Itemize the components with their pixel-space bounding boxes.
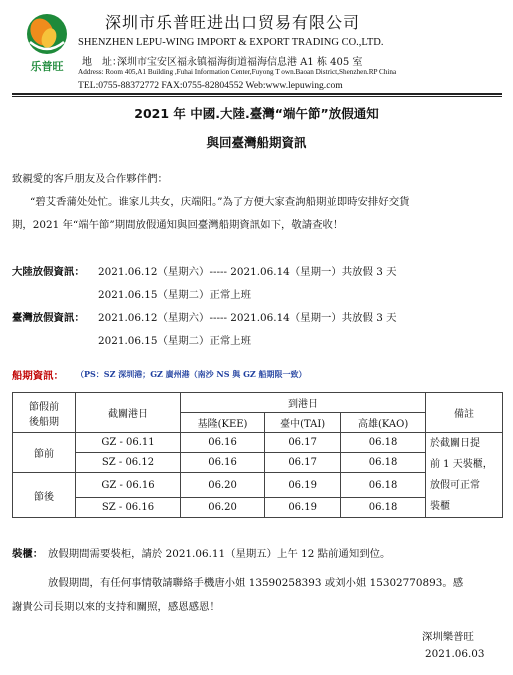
col-header-period-line-1: 節假前 [29,401,59,413]
cell-keelung: 06.20 [181,473,265,498]
cell-kaohsiung: 06.18 [341,498,426,518]
signature: 深圳樂普旺 [422,631,474,643]
col-header-cutoff: 截關港日 [76,393,181,433]
remark-line: 於截關日提 [430,438,480,449]
cell-cutoff: GZ - 06.16 [76,473,181,498]
closing-line-1: 放假期間，有任何事情敬請聯絡手機唐小姐 13590258393 或刘小姐 15302770893。感 [48,577,464,589]
col-header-period-line-2: 後船期 [29,416,59,428]
col-header-taichung: 臺中(TAI) [265,413,341,433]
notice-subtitle: 與回臺灣船期資訊 [206,135,307,150]
notice-title: 2021 年 中國.大陸.臺灣“端午節”放假通知 [134,106,379,121]
remark-line: 裝櫃 [430,501,450,512]
intro-line-2: 期，2021 年“端午節”期間放假通知與回臺灣船期資訊如下，敬請查收！ [12,219,344,231]
loading-text: 放假期間需要裝柜，請於 2021.06.11（星期五）上午 12 點前通知到位。 [48,548,391,560]
remark-line: 前 1 天裝櫃， [430,459,493,470]
mainland-holiday-line-2: 2021.06.15（星期二）正常上班 [98,289,252,301]
remark-line: 放假可正常 [430,480,480,491]
header-rule-thick [12,93,502,95]
cell-keelung: 06.16 [181,453,265,473]
cell-cutoff: GZ - 06.11 [76,433,181,453]
closing-line-2: 謝貴公司長期以來的支持和關照，感恩感恩！ [12,601,220,613]
company-logo [18,12,76,74]
greeting: 致親愛的客戶朋友及合作夥伴們： [12,173,168,185]
address-en: Address: Room 405,A1 Building ,Fuhai Information Center,Fuyong T own.Baoan District,Shenzhen.RP China [78,68,397,76]
company-name-cn: 深圳市乐普旺进出口贸易有限公司 [105,13,361,32]
col-header-kaohsiung: 高雄(KAO) [341,413,426,433]
col-header-keelung: 基隆(KEE) [181,413,265,433]
taiwan-holiday-line-2: 2021.06.15（星期二）正常上班 [98,335,252,347]
col-header-arrival: 到港日 [181,393,426,413]
cell-taichung: 06.19 [265,498,341,518]
table-row [13,433,503,453]
cell-kaohsiung: 06.18 [341,473,426,498]
taiwan-holiday-line-1: 2021.06.12（星期六）----- 2021.06.14（星期一）共放假 3 天 [98,312,397,324]
col-header-remark: 備註 [426,393,503,433]
header-rule-thin [12,96,502,97]
cell-taichung: 06.17 [265,433,341,453]
mainland-holiday-line-1: 2021.06.12（星期六）----- 2021.06.14（星期一）共放假 3 天 [98,266,397,278]
cell-cutoff: SZ - 06.16 [76,498,181,518]
shipping-schedule-table [12,392,503,518]
cell-keelung: 06.20 [181,498,265,518]
shipping-port-note: （PS：SZ 深圳港；GZ 廣州港（南沙 NS 與 GZ 船期限一致） [76,369,307,379]
col-header-period [13,393,76,433]
loading-label: 裝櫃： [12,548,44,560]
intro-line-1: “碧艾香蒲处处忙。谁家儿共女，庆端阳。”為了方便大家查詢船期並即時安排好交貨 [30,196,410,208]
group-after-holiday: 節後 [13,473,76,518]
mainland-holiday-label: 大陸放假資訊： [12,266,85,278]
company-name-en: SHENZHEN LEPU-WING IMPORT & EXPORT TRADING CO.,LTD. [78,37,384,48]
remark-cell [426,433,503,518]
taiwan-holiday-label: 臺灣放假資訊： [12,312,85,324]
cell-keelung: 06.16 [181,433,265,453]
logo-text: 乐普旺 [30,60,64,73]
cell-kaohsiung: 06.18 [341,453,426,473]
cell-taichung: 06.17 [265,453,341,473]
shipping-info-label: 船期資訊： [12,370,64,382]
cell-cutoff: SZ - 06.12 [76,453,181,473]
cell-taichung: 06.19 [265,473,341,498]
cell-kaohsiung: 06.18 [341,433,426,453]
contact-line: TEL:0755-88372772 FAX:0755-82804552 Web:www.lepuwing.com [78,80,343,91]
address-cn: 深圳市宝安区福永镇福海街道福海信息港 A1 栋 405 室 [117,57,363,68]
group-before-holiday: 節前 [13,433,76,473]
letter-date: 2021.06.03 [425,648,485,660]
address-label: 地 址： [82,57,122,68]
